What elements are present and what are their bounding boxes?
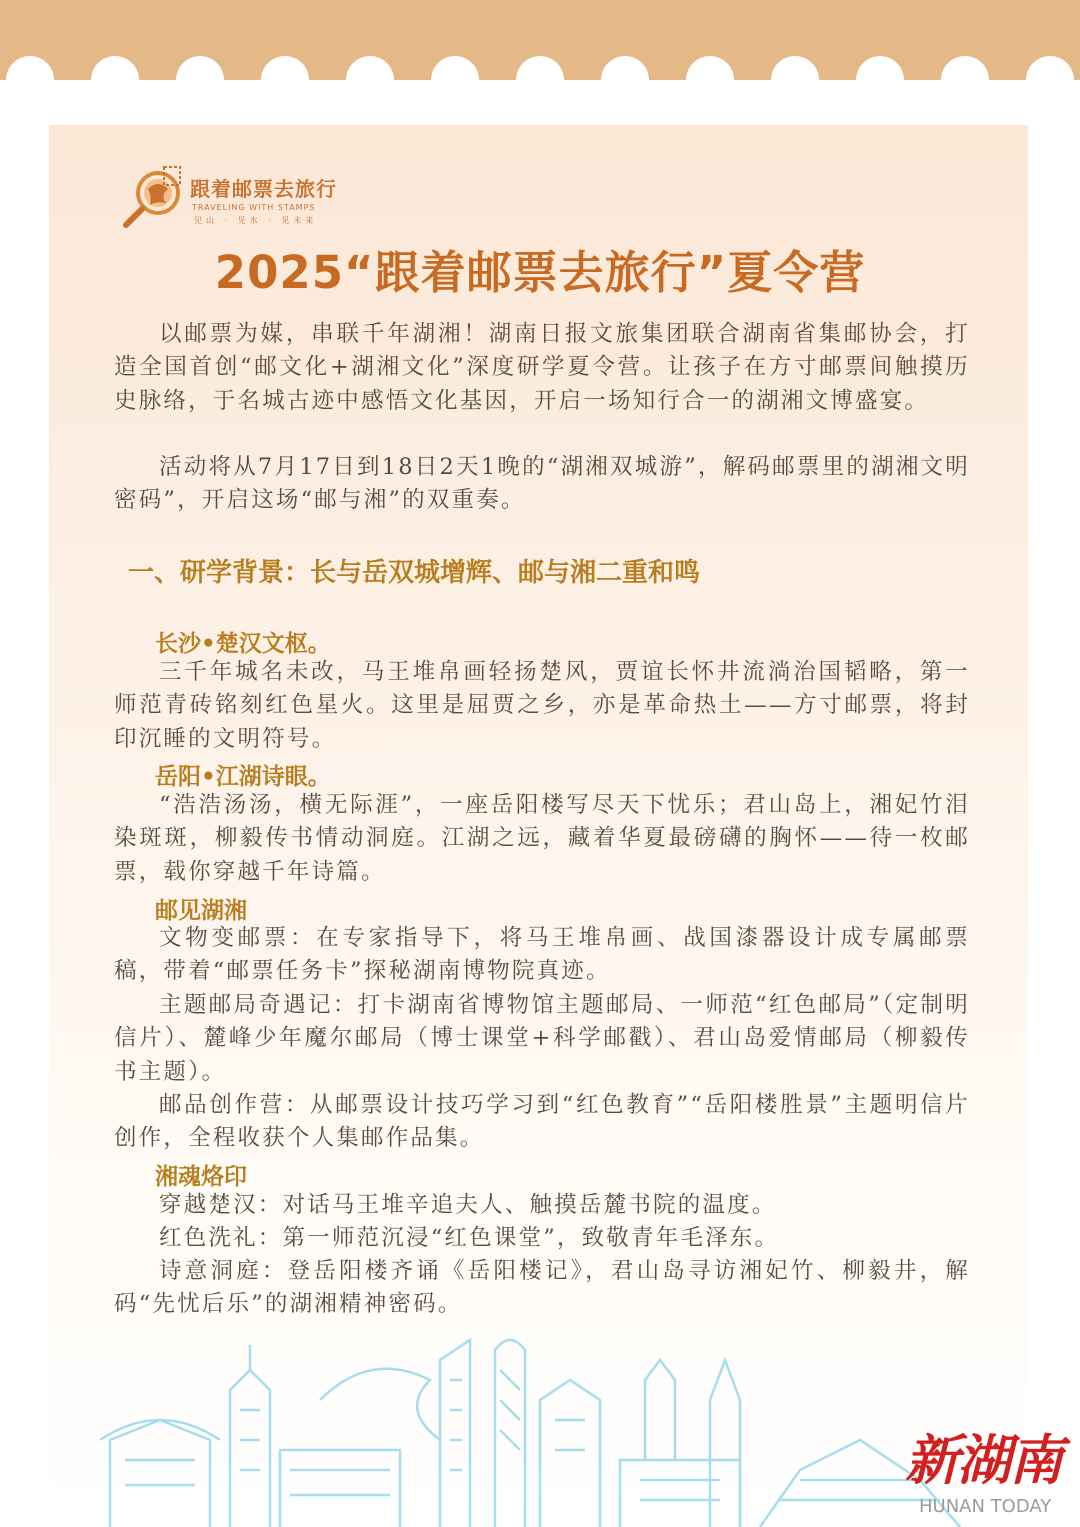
youjian-paragraph-1: 文物变邮票：在专家指导下，将马王堆帛画、战国漆器设计成专属邮票稿，带着“邮票任务卡”探秘湖南博物院真迹。 (114, 925, 970, 985)
subheading-changsha: 长沙•楚汉文枢。 (155, 631, 331, 657)
page-title: 2025“跟着邮票去旅行”夏令营 (214, 246, 866, 299)
logo-tagline: 见山 · 见水 · 见未来 (194, 216, 318, 225)
xianghun-paragraph-2: 红色洗礼：第一师范沉浸“红色课堂”，致敬青年毛泽东。 (159, 1225, 780, 1251)
youjian-paragraph-2: 主题邮局奇遇记：打卡湖南省博物馆主题邮局、一师范“红色邮局”（定制明信片）、麓峰少年魔尔邮局（博士课堂+科学邮戳）、君山岛爱情邮局（柳毅传书主题）。 (114, 992, 970, 1085)
xianghun-paragraph-1: 穿越楚汉：对话马王堆辛追夫人、触摸岳麓书院的温度。 (159, 1192, 777, 1218)
logo-text-en: TRAVELING WITH STAMPS (192, 203, 316, 212)
logo (120, 165, 350, 230)
section-heading-background: 一、研学背景：长与岳双城增辉、邮与湘二重和鸣 (128, 558, 701, 588)
yueyang-paragraph: “浩浩汤汤，横无际涯”，一座岳阳楼写尽天下忧乐；君山岛上，湘妃竹泪染斑斑，柳毅传书情动洞庭。江湖之远，藏着华夏最磅礴的胸怀——待一枚邮票，载你穿越千年诗篇。 (114, 792, 970, 885)
magnifier-globe-icon (120, 165, 190, 230)
logo-text-cn: 跟着邮票去旅行 (190, 177, 337, 201)
intro-paragraph-1: 以邮票为媒，串联千年湖湘！湖南日报文旅集团联合湖南省集邮协会，打造全国首创“邮文化+湖湘文化”深度研学夏令营。让孩子在方寸邮票间触摸历史脉络，于名城古迹中感悟文化基因，开启一场知行合一的湖湘文博盛宴。 (114, 321, 970, 414)
stamp-perforation-band (0, 0, 1080, 80)
xianghun-paragraph-3: 诗意洞庭：登岳阳楼齐诵《岳阳楼记》，君山岛寻访湘妃竹、柳毅井，解码“先忧后乐”的湖湘精神密码。 (114, 1258, 970, 1318)
subheading-youjian: 邮见湖湘 (155, 898, 247, 924)
changsha-paragraph: 三千年城名未改，马王堆帛画轻扬楚风，贾谊长怀井流淌治国韬略，第一师范青砖铭刻红色星火。这里是屈贾之乡，亦是革命热土——方寸邮票，将封印沉睡的文明符号。 (114, 659, 970, 752)
brand-logo-en: HUNAN TODAY (919, 1496, 1052, 1517)
intro-paragraph-2: 活动将从7月17日到18日2天1晚的“湖湘双城游”，解码邮票里的湖湘文明密码”，开启这场“邮与湘”的双重奏。 (114, 454, 970, 514)
youjian-paragraph-3: 邮品创作营：从邮票设计技巧学习到“红色教育”“岳阳楼胜景”主题明信片创作，全程收获个人集邮作品集。 (114, 1092, 970, 1152)
city-skyline-illustration (100, 1320, 1000, 1527)
brand-logo-cn: 新湖南 (905, 1428, 1061, 1492)
scallop-edge (0, 50, 1080, 80)
subheading-xianghun: 湘魂烙印 (155, 1164, 247, 1190)
subheading-yueyang: 岳阳•江湖诗眼。 (155, 764, 331, 790)
brand-watermark (905, 1418, 1075, 1523)
